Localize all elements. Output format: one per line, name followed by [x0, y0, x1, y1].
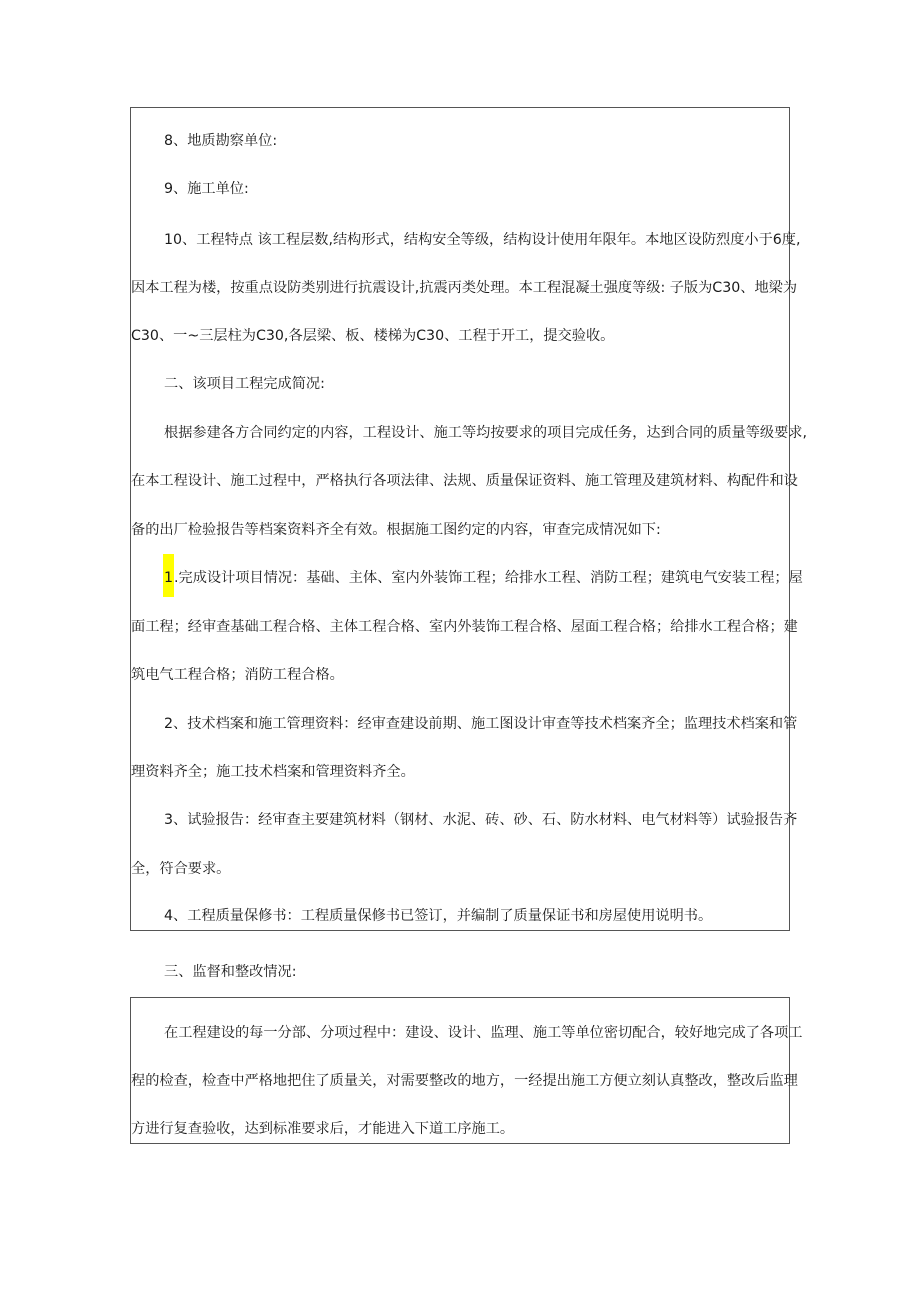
item-10-line-3: C30、一~三层柱为C30,各层梁、板、楼梯为C30、工程于开工，提交验收。 — [131, 328, 615, 344]
summary-para-line-2: 在本工程设计、施工过程中，严格执行各项法律、法规、质量保证资料、施工管理及建筑材料、构配件和设 — [131, 473, 798, 489]
summary-para-line-1: 根据参建各方合同约定的内容，工程设计、施工等均按要求的项目完成任务，达到合同的质量等级要求, — [164, 425, 807, 441]
summary-para-line-3: 备的出厂检验报告等档案资料齐全有效。根据施工图约定的内容，审查完成情况如下: — [131, 522, 661, 538]
supervision-line-1: 在工程建设的每一分部、分项过程中：建设、设计、监理、施工等单位密切配合，较好地完成了各项工 — [164, 1025, 803, 1041]
supervision-line-2: 程的检查，检查中严格地把住了质量关，对需要整改的地方，一经提出施工方便立刻认真整改，整改后监理 — [131, 1073, 798, 1089]
point-1-line-3: 筑电气工程合格；消防工程合格。 — [131, 667, 344, 683]
supervision-line-3: 方进行复查验收，达到标准要求后，才能进入下道工序施工。 — [131, 1121, 515, 1137]
item-10-line-1: 10、工程特点 该工程层数,结构形式，结构安全等级，结构设计使用年限年。本地区设防烈度小于6度, — [164, 232, 801, 248]
point-4-line-1: 4、工程质量保修书：工程质量保修书已签订，并编制了质量保证书和房屋使用说明书。 — [164, 908, 713, 924]
item-10-line-2: 因本工程为楼，按重点设防类别进行抗震设计,抗震丙类处理。本工程混凝土强度等级: 子版为C30、地梁为 — [131, 280, 798, 296]
section-2-title: 二、该项目工程完成简况: — [164, 376, 325, 392]
project-info-box — [130, 107, 807, 931]
supervision-box — [130, 997, 803, 1144]
highlighted-number: 1 — [163, 554, 174, 597]
point-2-line-1: 2、技术档案和施工管理资料：经审查建设前期、施工图设计审查等技术档案齐全；监理技术档案和管 — [164, 716, 798, 732]
point-3-line-1: 3、试验报告：经审查主要建筑材料（钢材、水泥、砖、砂、石、防水材料、电气材料等）试验报告齐 — [164, 812, 798, 828]
section-3-title: 三、监督和整改情况: — [164, 964, 297, 980]
point-3-line-2: 全，符合要求。 — [131, 861, 231, 877]
point-2-line-2: 理资料齐全；施工技术档案和管理资料齐全。 — [131, 764, 415, 780]
item-9-construction-unit: 9、施工单位: — [164, 181, 249, 197]
point-1-line-1-text: .完成设计项目情况：基础、主体、室内外装饰工程；给排水工程、消防工程；建筑电气安装工程；屋 — [174, 570, 803, 586]
item-8-geological-unit: 8、地质勘察单位: — [164, 133, 278, 149]
point-1-line-1 — [164, 569, 803, 587]
point-1-line-2: 面工程；经审查基础工程合格、主体工程合格、室内外装饰工程合格、屋面工程合格；给排水工程合格；建 — [131, 619, 798, 635]
